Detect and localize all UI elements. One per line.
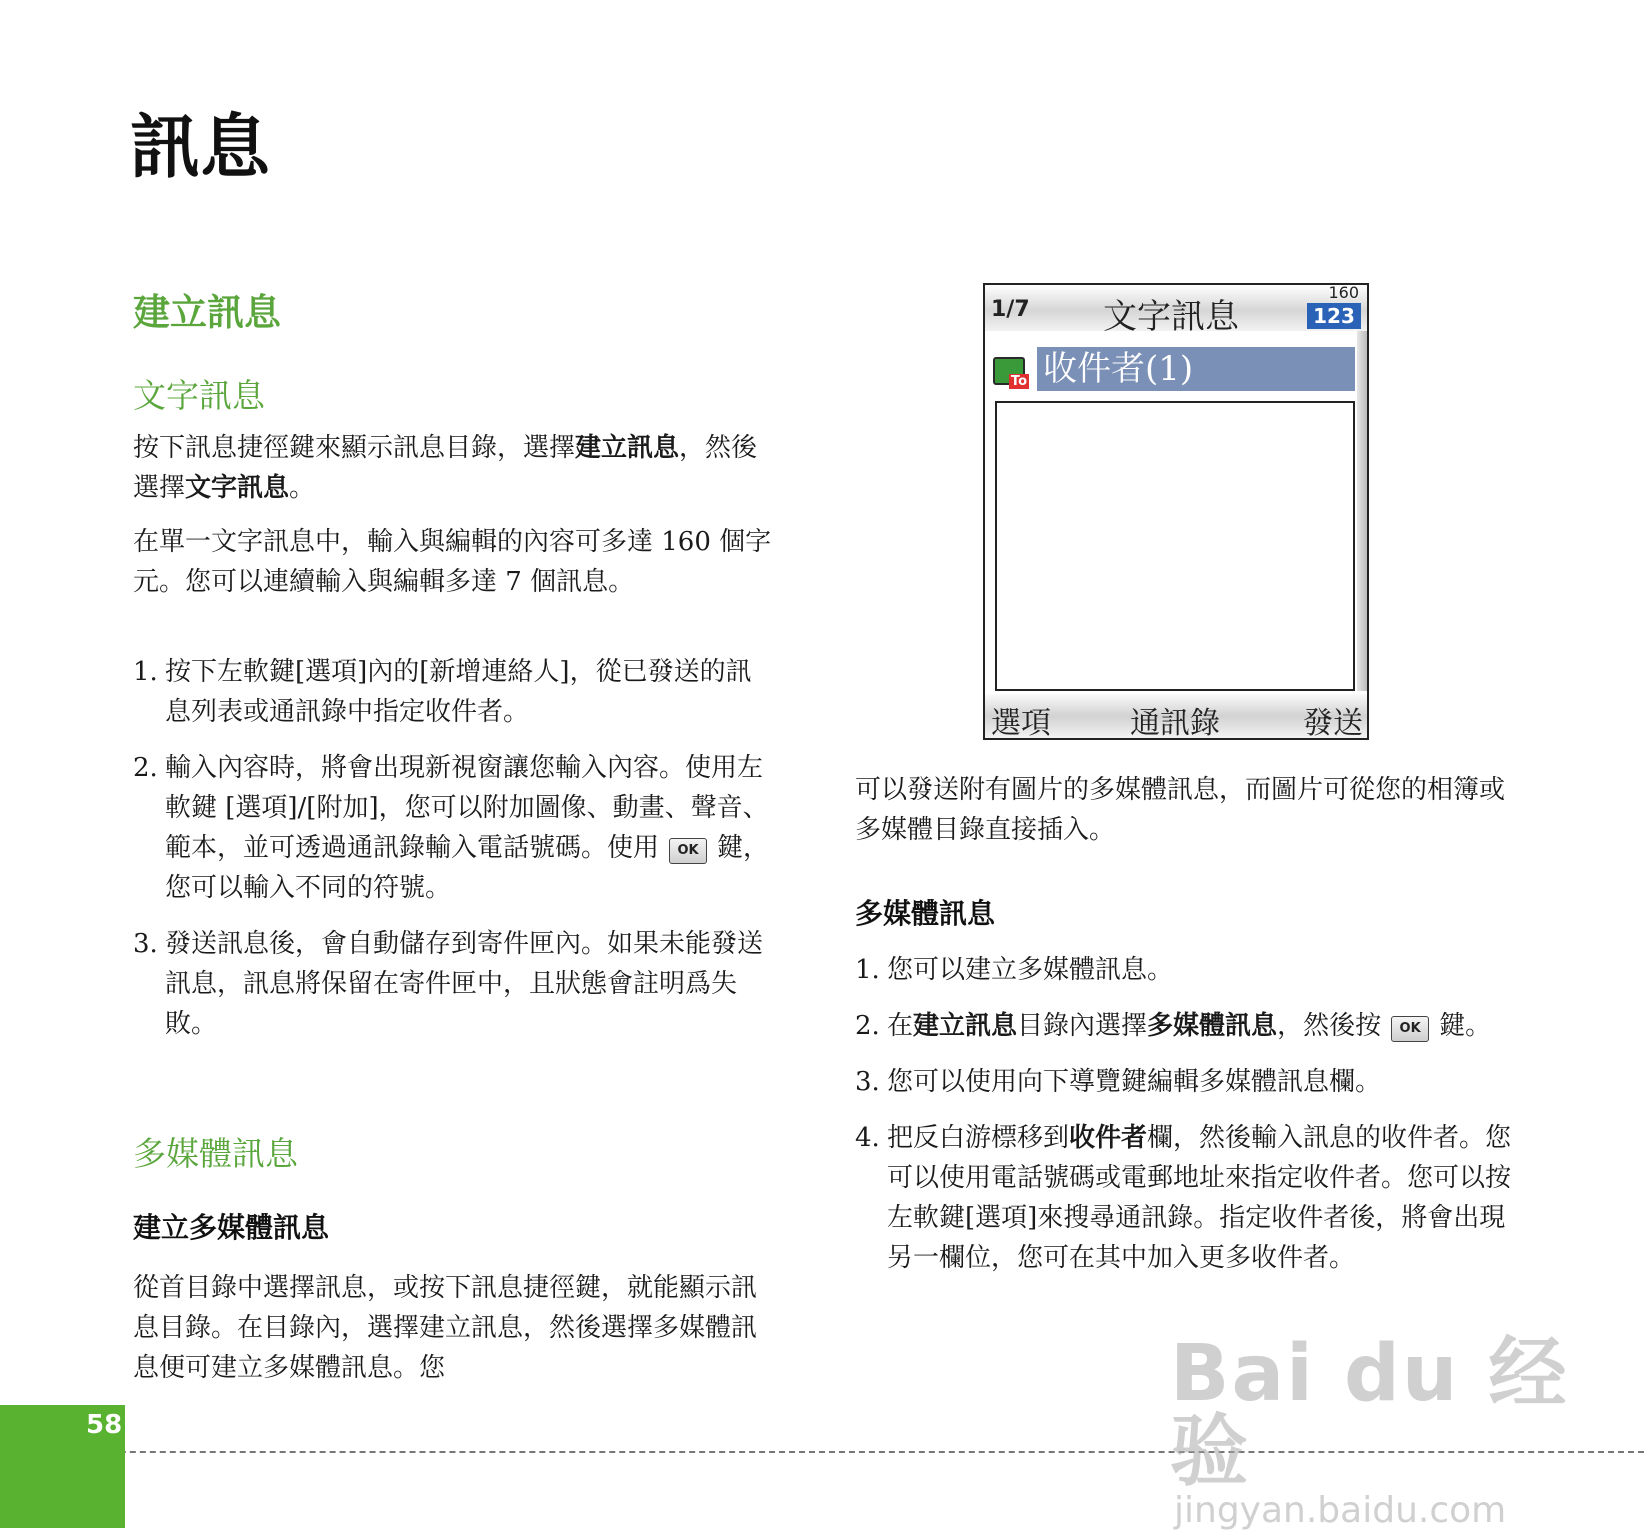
list-item-text [887,1118,1515,1278]
page-title: 訊息 [130,105,270,188]
list-item-number: 2. [855,1011,880,1041]
softkey-options: 選項 [991,706,1051,740]
phone-title: 文字訊息 [1103,297,1239,337]
list-item-text [165,748,773,908]
subheading-text-message: 文字訊息 [133,376,265,415]
phone-scrollbar [1357,331,1367,691]
mms-intro-continued: 可以發送附有圖片的多媒體訊息，而圖片可從您的相簿或多媒體目錄直接插入。 [855,775,1506,845]
mms-intro: 從首目錄中選擇訊息，或按下訊息捷徑鍵，就能顯示訊息目錄。在目錄內，選擇建立訊息，然後選擇多媒體訊息便可建立多媒體訊息。您 [133,1273,758,1383]
list-item-text: 您可以建立多媒體訊息。 [887,955,1174,985]
phone-title-bar [985,283,1367,337]
list-item [855,950,1515,990]
mms-steps-list [855,950,1515,1278]
subheading-multimedia-message: 多媒體訊息 [133,1134,298,1173]
phone-message-area [995,401,1355,691]
list-item [133,652,773,732]
mms-step2-e: 鍵。 [1439,1011,1492,1041]
intro-bold-create: 建立訊息 [575,433,680,463]
mms-step4-c: 欄，然後輸入訊息的收件者。您可以使用電話號碼或電郵地址來指定收件者。您可以按左軟鍵[選項]來搜尋通訊錄。指定收件者後，將會出現另一欄位，您可在其中加入更多收件者。 [887,1123,1512,1273]
list-item-number: 3. [133,929,158,959]
text-message-intro [133,428,773,508]
ok-key-icon: OK [669,838,707,864]
watermark-main: Bai du 经验 [1170,1329,1569,1497]
mms-step2-bold-create: 建立訊息 [913,1011,1018,1041]
softkey-send: 發送 [1303,706,1363,740]
mms-step2-a: 在 [887,1011,914,1041]
phone-softkey-bar [985,694,1367,738]
section-heading-create-message: 建立訊息 [133,291,281,334]
intro-text-d: 。 [289,473,316,503]
softkey-contacts: 通訊錄 [1130,706,1220,740]
intro-text-c: ，然後選擇 [133,433,758,503]
mms-step2-bold-mms: 多媒體訊息 [1147,1011,1278,1041]
mms-step2-c: 目錄內選擇 [1017,1011,1148,1041]
intro-text-a: 按下訊息捷徑鍵來顯示訊息目錄，選擇 [133,433,576,463]
watermark-logo [1170,1329,1610,1531]
list-item-number: 3. [855,1067,880,1097]
list-item [133,924,773,1044]
text-steps-list [133,652,773,1044]
ok-key-icon: OK [1391,1016,1429,1042]
heading-create-multimedia: 建立多媒體訊息 [133,1211,330,1244]
step2-text-pre: 輸入內容時，將會出現新視窗讓您輸入內容。使用左軟鍵 [選項]/[附加]，您可以附加圖像、動畫、聲音、範本，並可透過通訊錄輸入電話號碼。使用 [165,753,769,863]
phone-input-mode: 123 [1307,303,1361,329]
list-item [133,748,773,908]
list-item-number: 1. [133,657,158,687]
list-item-text: 發送訊息後，會自動儲存到寄件匣內。如果未能發送訊息，訊息將保留在寄件匣中，且狀態會註明爲失敗。 [165,929,764,1039]
list-item [855,1006,1515,1046]
list-item-number: 4. [855,1123,880,1153]
phone-page-indicator: 1/7 [991,297,1030,322]
list-item-number: 1. [855,955,880,985]
list-item-number: 2. [133,753,158,783]
recipient-icon [993,357,1027,389]
step2-text-post: 鍵，您可以輸入不同的符號。 [165,833,770,903]
mms-step2-d: ，然後按 [1277,1011,1382,1041]
page-number: 58 [86,1410,123,1440]
text-message-limit: 在單一文字訊息中，輸入與編輯的內容可多達 160 個字元。您可以連續輸入與編輯多達 7 個訊息。 [133,527,772,597]
phone-screen [983,283,1369,740]
phone-recipient-field: 收件者(1) [1037,347,1355,391]
mms-step4-bold-recipient: 收件者 [1069,1123,1148,1153]
recipient-icon-label: To [1010,374,1027,389]
list-item-text: 您可以使用向下導覽鍵編輯多媒體訊息欄。 [887,1067,1382,1097]
heading-multimedia-message: 多媒體訊息 [855,897,996,930]
list-item-text: 按下左軟鍵[選項]內的[新增連絡人]，從已發送的訊息列表或通訊錄中指定收件者。 [165,657,752,727]
intro-bold-text-message: 文字訊息 [185,473,290,503]
phone-char-count: 160 [1328,283,1359,302]
list-item [855,1118,1515,1278]
mms-step4-a: 把反白游標移到 [887,1123,1070,1153]
list-item-text [887,1006,1515,1046]
watermark-url: jingyan.baidu.com [1174,1490,1507,1531]
list-item [855,1062,1515,1102]
